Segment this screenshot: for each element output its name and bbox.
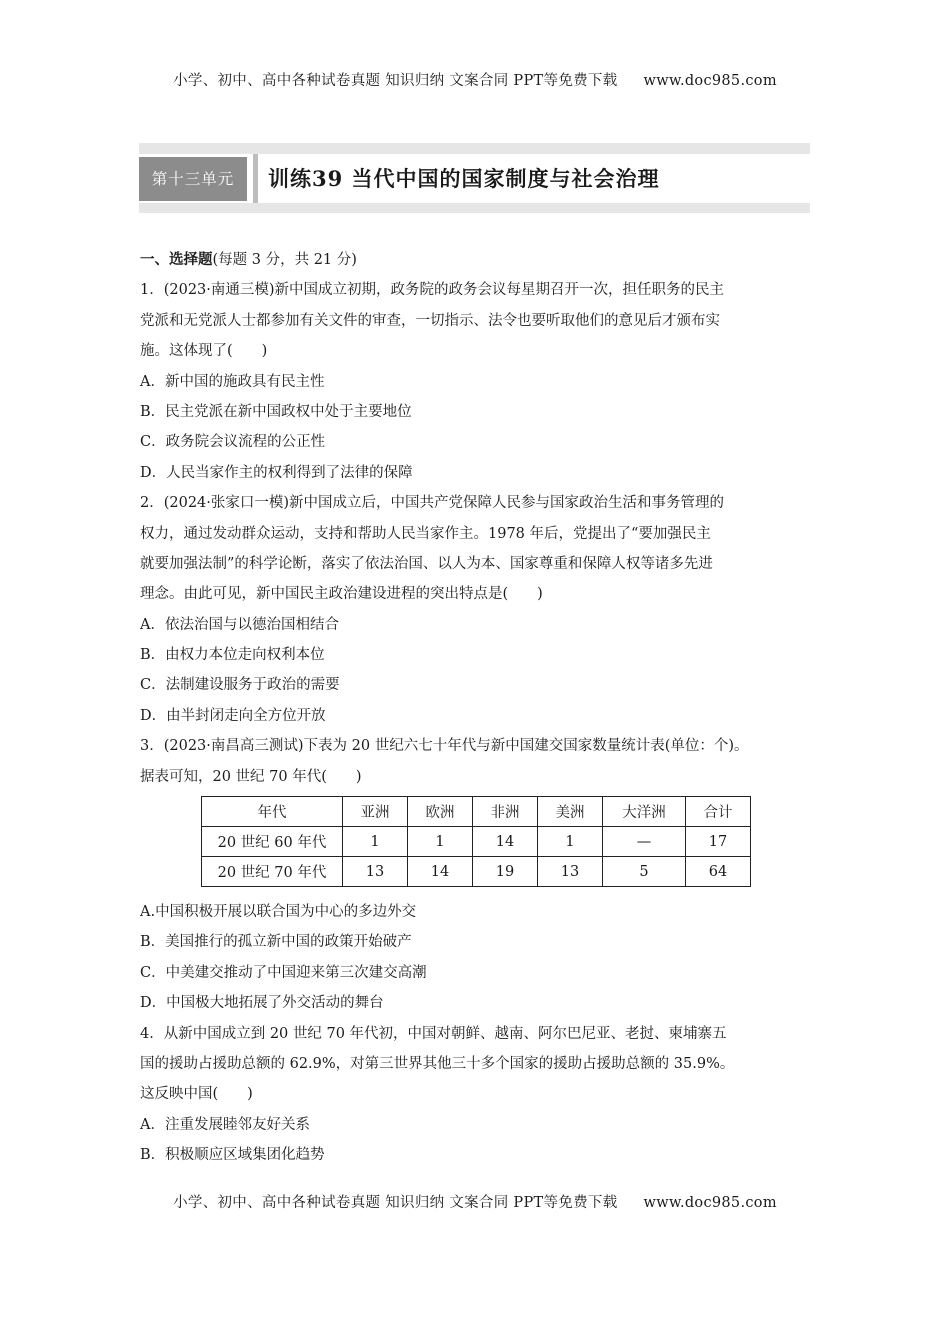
table-cell: 5 (603, 857, 686, 887)
footer-text: 小学、初中、高中各种试卷真题 知识归纳 文案合同 PPT等免费下载 (173, 1195, 618, 1211)
table-header-cell: 年代 (202, 797, 343, 827)
option-b[interactable]: B．积极顺应区域集团化趋势 (140, 1147, 325, 1164)
option-b[interactable]: B．美国推行的孤立新中国的政策开始破产 (140, 934, 412, 951)
option-a[interactable]: A．注重发展睦邻友好关系 (140, 1116, 310, 1133)
question-1 (140, 275, 820, 488)
table-header-row (202, 797, 751, 827)
section-heading (140, 245, 820, 275)
diplomatic-relations-table (201, 796, 751, 887)
page-title: 训练39 当代中国的国家制度与社会治理 (268, 166, 660, 191)
table-header-cell: 欧洲 (408, 797, 473, 827)
question-2 (140, 488, 820, 731)
unit-label: 第十三单元 (139, 157, 247, 201)
table-cell: 20 世纪 70 年代 (202, 857, 343, 887)
section-note: (每题 3 分，共 21 分) (212, 252, 357, 268)
option-d[interactable]: D．人民当家作主的权利得到了法律的保障 (140, 464, 413, 481)
option-b[interactable]: B．由权力本位走向权利本位 (140, 647, 325, 664)
option-b[interactable]: B．民主党派在新中国政权中处于主要地位 (140, 403, 412, 420)
table-cell: 64 (686, 857, 751, 887)
table-cell: 13 (538, 857, 603, 887)
table-cell: 20 世纪 60 年代 (202, 827, 343, 857)
table-header-cell: 非洲 (473, 797, 538, 827)
table-cell: — (603, 827, 686, 857)
table-header-cell: 美洲 (538, 797, 603, 827)
table-cell: 1 (343, 827, 408, 857)
question-stem-line: 就要加强法制”的科学论断，落实了依法治国、以人为本、国家尊重和保障人权等诸多先进 (140, 555, 713, 572)
question-stem-line: 理念。由此可见，新中国民主政治建设进程的突出特点是( ) (140, 586, 543, 603)
question-stem-line: 据表可知，20 世纪 70 年代( ) (140, 768, 362, 785)
option-c[interactable]: C．中美建交推动了中国迎来第三次建交高潮 (140, 964, 427, 981)
exercise-content (140, 245, 820, 1171)
question-stem-line: 1．(2023·南通三模)新中国成立初期，政务院的政务会议每星期召开一次，担任职务的民主 (140, 282, 725, 299)
question-stem-line: 4．从新中国成立到 20 世纪 70 年代初，中国对朝鲜、越南、阿尔巴尼亚、老挝、柬埔寨五 (140, 1025, 727, 1042)
table-cell: 1 (408, 827, 473, 857)
page-footer (0, 1191, 950, 1212)
banner-divider (253, 154, 258, 203)
banner-band-bottom (139, 203, 810, 213)
footer-site-link[interactable]: www.doc985.com (643, 1195, 777, 1211)
section-title: 一、选择题 (140, 251, 213, 268)
table-cell: 14 (408, 857, 473, 887)
option-d[interactable]: D．中国极大地拓展了外交活动的舞台 (140, 995, 384, 1012)
table-cell: 1 (538, 827, 603, 857)
question-stem-line: 3．(2023·南昌高三测试)下表为 20 世纪六七十年代与新中国建交国家数量统计表(单位：个)。 (140, 738, 749, 755)
question-stem-line: 这反映中国( ) (140, 1086, 253, 1103)
table-row (202, 827, 751, 857)
option-a[interactable]: A．依法治国与以德治国相结合 (140, 616, 339, 633)
table-header-cell: 合计 (686, 797, 751, 827)
table-cell: 17 (686, 827, 751, 857)
banner-band-top (139, 143, 810, 154)
question-stem-line: 施。这体现了( ) (140, 343, 268, 360)
question-stem-line: 党派和无党派人士都参加有关文件的审查，一切指示、法令也要听取他们的意见后才颁布实 (140, 312, 720, 329)
option-c[interactable]: C．法制建设服务于政治的需要 (140, 677, 340, 694)
question-stem-line: 国的援助占援助总额的 62.9%，对第三世界其他三十多个国家的援助占援助总额的 35.9%。 (140, 1055, 735, 1072)
table-cell: 13 (343, 857, 408, 887)
table-cell: 14 (473, 827, 538, 857)
table-header-cell: 亚洲 (343, 797, 408, 827)
table-row (202, 857, 751, 887)
question-3 (140, 731, 820, 1018)
question-4 (140, 1019, 820, 1171)
option-a[interactable]: A.中国积极开展以联合国为中心的多边外交 (140, 904, 417, 921)
table-header-cell: 大洋洲 (603, 797, 686, 827)
question-stem-line: 2．(2024·张家口一模)新中国成立后，中国共产党保障人民参与国家政治生活和事务管理的 (140, 495, 725, 512)
table-cell: 19 (473, 857, 538, 887)
page-header (0, 69, 950, 90)
unit-banner (139, 143, 810, 213)
option-c[interactable]: C．政务院会议流程的公正性 (140, 434, 326, 451)
option-a[interactable]: A．新中国的施政具有民主性 (140, 373, 325, 390)
option-d[interactable]: D．由半封闭走向全方位开放 (140, 707, 326, 724)
question-stem-line: 权力，通过发动群众运动，支持和帮助人民当家作主。1978 年后，党提出了“要加强民主 (140, 525, 711, 542)
header-site-link[interactable]: www.doc985.com (643, 73, 777, 89)
header-text: 小学、初中、高中各种试卷真题 知识归纳 文案合同 PPT等免费下载 (173, 73, 618, 89)
